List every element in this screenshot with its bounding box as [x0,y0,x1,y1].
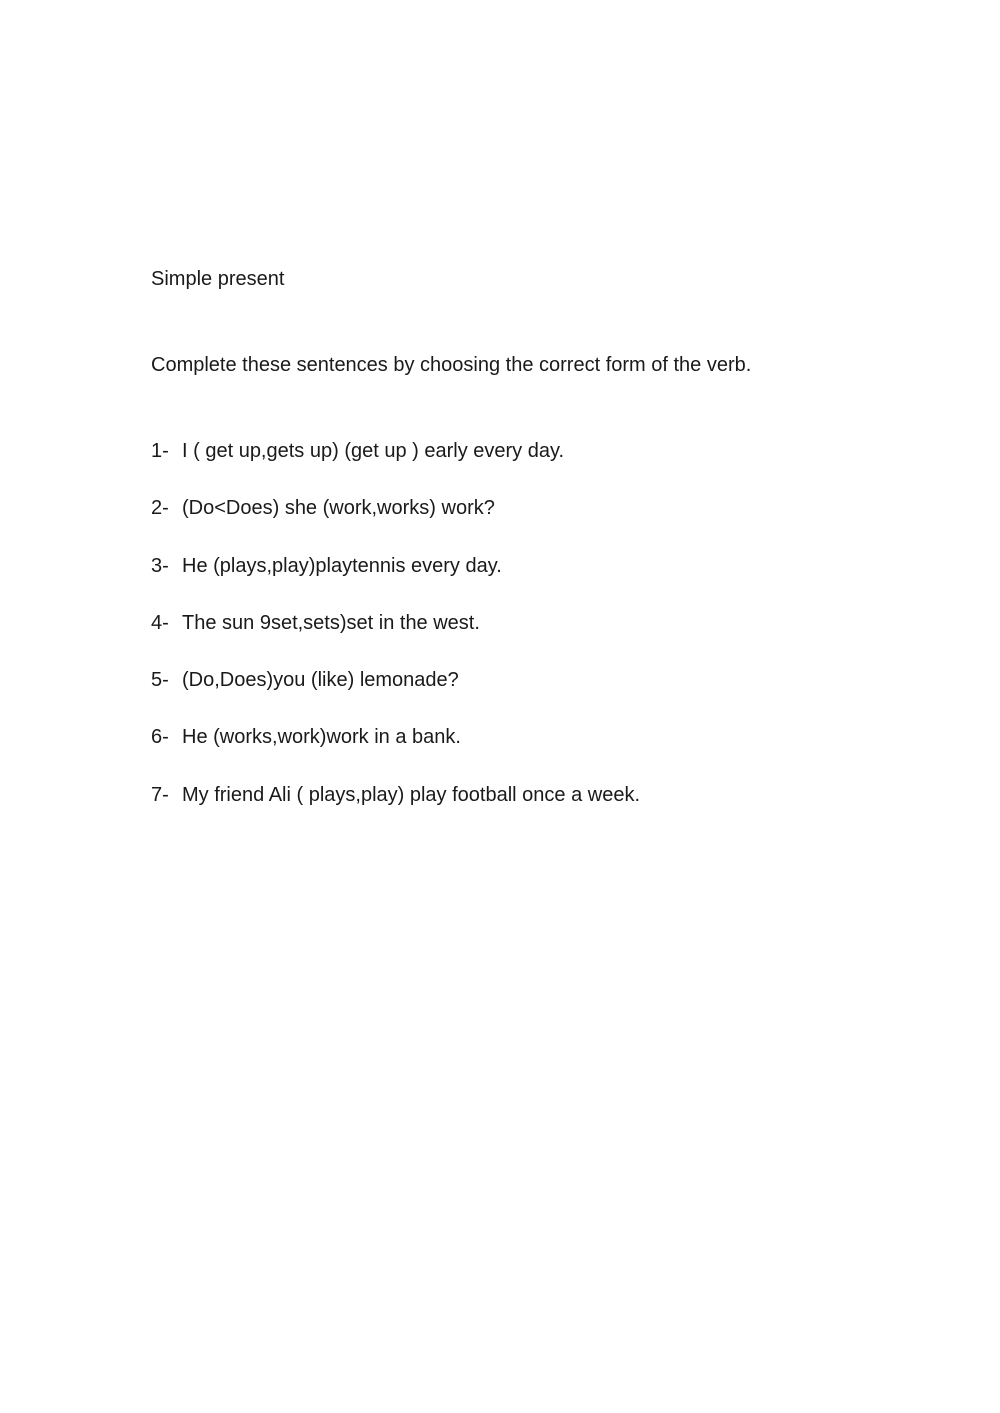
exercise-item-7 [151,782,640,839]
worksheet-title: Simple present [151,268,285,290]
exercise-number: 7- [151,783,169,806]
exercise-number: 2- [151,497,169,520]
exercise-item-4 [151,610,640,667]
exercise-item-2 [151,495,640,552]
exercise-sentence: My friend Ali ( plays,play) play football once a week. [182,783,640,806]
exercise-list [151,438,640,839]
exercise-number: 6- [151,726,169,749]
exercise-sentence: He (works,work)work in a bank. [182,726,461,749]
exercise-sentence: (Do,Does)you (like) lemonade? [182,669,459,692]
worksheet-instructions: Complete these sentences by choosing the correct form of the verb. [151,354,752,376]
exercise-sentence: I ( get up,gets up) (get up ) early every day. [182,440,565,462]
exercise-number: 5- [151,669,169,692]
exercise-sentence: He (plays,play)playtennis every day. [182,554,502,577]
exercise-item-1 [151,438,640,495]
exercise-item-6 [151,724,640,781]
exercise-number: 1- [151,440,169,462]
exercise-item-5 [151,667,640,724]
exercise-number: 4- [151,611,169,634]
exercise-sentence: (Do<Does) she (work,works) work? [182,497,495,520]
exercise-sentence: The sun 9set,sets)set in the west. [182,611,480,634]
exercise-number: 3- [151,554,169,577]
exercise-item-3 [151,553,640,610]
